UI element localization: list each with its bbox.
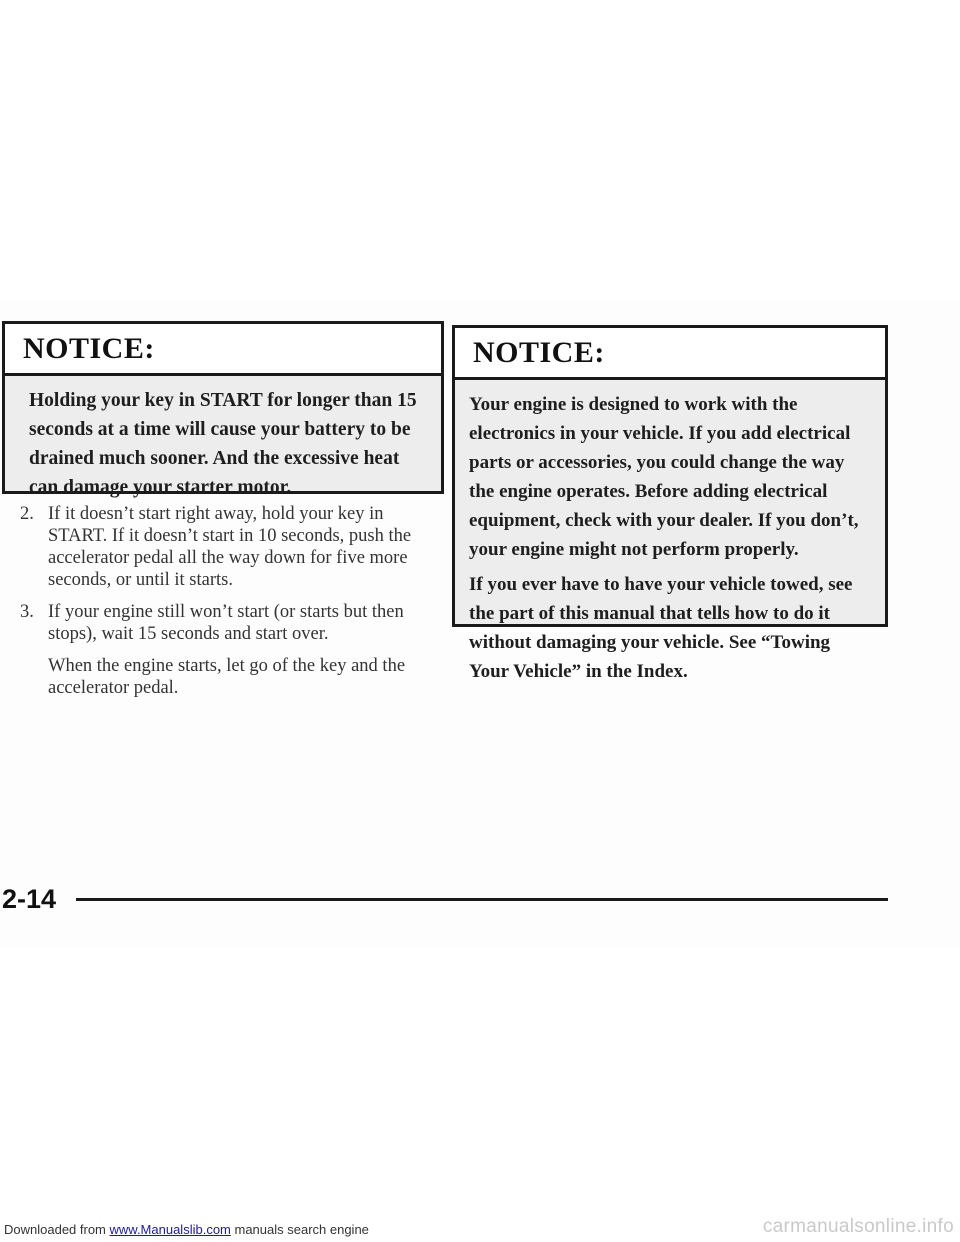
step-text: If it doesn’t start right away, hold your key in START. If it doesn’t start in 10 seconds, push the accelerator pedal all the way down for five more seconds, or until it starts. — [48, 504, 412, 590]
notice-body — [455, 380, 885, 686]
notice-paragraph: If you ever have to have your vehicle towed, see the part of this manual that tells how to do it without damaging your vehicle. See “Towing Your Vehicle” in the Index. — [469, 574, 853, 682]
notice-paragraph: Holding your key in START for longer than 15 seconds at a time will cause your battery to be drained much sooner. And the excessive heat can damage your starter motor. — [29, 390, 417, 498]
notice-header: NOTICE: — [455, 328, 885, 380]
step-item — [20, 503, 440, 591]
download-suffix: manuals search engine — [230, 1222, 369, 1237]
page-number: 2-14 — [2, 884, 57, 914]
notice-box-battery — [2, 321, 444, 498]
starting-steps — [20, 503, 440, 699]
notice-header: NOTICE: — [5, 324, 441, 376]
download-banner — [4, 1222, 369, 1237]
closing-paragraph: When the engine starts, let go of the key and the accelerator pedal. — [48, 656, 406, 698]
download-prefix: Downloaded from — [4, 1222, 110, 1237]
step-number: 2. — [20, 504, 34, 524]
notice-body — [5, 376, 441, 502]
manualslib-link[interactable]: www.Manualslib.com — [109, 1222, 231, 1237]
step-item — [20, 601, 440, 645]
notice-paragraph: Your engine is designed to work with the electronics in your vehicle. If you add electrical parts or accessories, you could change the way the engine operates. Before adding electrical equipment, check with your dealer. If you don’t, your engine might not perform properly. — [469, 394, 859, 560]
step-number: 3. — [20, 602, 34, 622]
step-text: If your engine still won’t start (or starts but then stops), wait 15 seconds and start over. — [48, 602, 404, 644]
footer-rule — [76, 898, 888, 901]
notice-box-electronics — [452, 325, 888, 682]
watermark: carmanualsonline.info — [762, 1216, 954, 1237]
